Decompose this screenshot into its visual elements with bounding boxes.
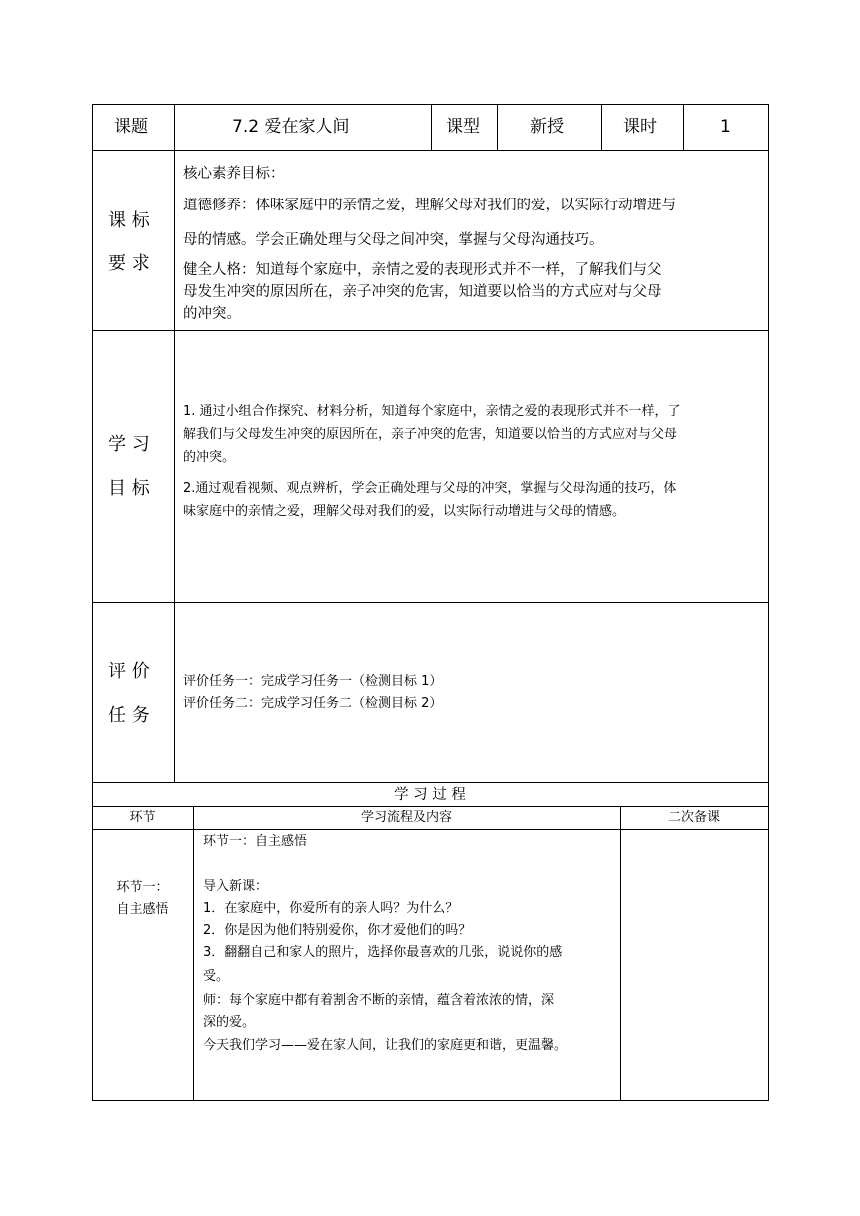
process-content-line: 3．翻翻自己和家人的照片，选择你最喜欢的几张，说说你的感	[203, 945, 563, 960]
objectives-label-line-2: 目 标	[108, 478, 150, 499]
standards-line-3: 母的情感。学会正确处理与父母之间冲突，掌握与父母沟通技巧。	[183, 232, 604, 248]
table-line-header-bottom	[92, 150, 769, 151]
topic-label: 课题	[114, 117, 148, 137]
standards-line-2: 道德修养：体味家庭中的亲情之爱，理解父母对我们的爱，以实际行动增进与	[183, 198, 676, 213]
table-line-header-col-3	[497, 104, 498, 150]
objectives-line-5: 味家庭中的亲情之爱，理解父母对我们的爱，以实际行动增进与父母的情感。	[183, 504, 626, 519]
objectives-line-3: 的冲突。	[183, 450, 236, 465]
type-label: 课型	[446, 117, 480, 137]
standards-label-line-2: 要 求	[108, 253, 150, 274]
period-label: 课时	[623, 117, 657, 137]
standards-line-6: 的冲突。	[183, 306, 241, 322]
process-col-stage-header: 环节	[129, 810, 156, 825]
table-line-assessment-bottom	[92, 782, 769, 783]
process-stage-line-1: 环节一：	[116, 880, 169, 895]
table-border-bottom	[92, 1100, 769, 1101]
objectives-line-4: 2.通过观看视频、观点辨析，学会正确处理与父母的冲突，掌握与父母沟通的技巧，体	[183, 481, 677, 496]
table-line-label-column	[174, 104, 175, 782]
table-line-objectives-bottom	[92, 602, 769, 603]
standards-line-4: 健全人格：知道每个家庭中，亲情之爱的表现形式并不一样，了解我们与父	[183, 262, 662, 278]
process-content-line: 受。	[203, 969, 230, 984]
table-line-process-col-1	[193, 806, 194, 1100]
assessment-label-line-1: 评 价	[108, 661, 150, 682]
type-value: 新授	[530, 117, 564, 137]
process-stage-line-2: 自主感悟	[116, 902, 169, 917]
standards-label-line-1: 课 标	[108, 210, 150, 231]
table-line-process-col-2	[620, 806, 621, 1100]
table-line-header-col-5	[683, 104, 684, 150]
process-content-line: 今天我们学习——爱在家人间，让我们的家庭更和谐，更温馨。	[203, 1038, 568, 1053]
objectives-label-line-1: 学 习	[108, 434, 150, 455]
process-col-content-header: 学习流程及内容	[360, 810, 452, 825]
process-col-notes-header: 二次备课	[667, 810, 720, 825]
process-content-line: 师：每个家庭中都有着割舍不断的亲情，蕴含着浓浓的情，深	[203, 993, 555, 1008]
period-value: 1	[720, 117, 731, 137]
process-content-line: 导入新课：	[203, 879, 269, 894]
objectives-line-2: 解我们与父母发生冲突的原因所在，亲子冲突的危害，知道要以恰当的方式应对与父母	[183, 427, 678, 442]
table-border-right	[768, 104, 769, 1101]
standards-line-5: 母发生冲突的原因所在，亲子冲突的危害，知道要以恰当的方式应对与父母	[183, 284, 662, 300]
table-border-left	[92, 104, 93, 1101]
assessment-line-1: 评价任务一：完成学习任务一（检测目标 1）	[183, 674, 443, 689]
objectives-line-1: 1. 通过小组合作探究、材料分析，知道每个家庭中，亲情之爱的表现形式并不一样，了	[183, 404, 681, 419]
process-content-line: 1．在家庭中，你爱所有的亲人吗？为什么？	[203, 901, 459, 916]
process-title: 学 习 过 程	[394, 787, 466, 803]
process-content-line: 2．你是因为他们特别爱你，你才爱他们的吗？	[203, 923, 472, 938]
table-line-standards-bottom	[92, 330, 769, 331]
process-content-line: 环节一：自主感悟	[203, 834, 308, 849]
standards-line-1: 核心素养目标：	[183, 166, 285, 182]
process-content-line: 深的爱。	[203, 1015, 256, 1030]
table-line-header-col-4	[601, 104, 602, 150]
table-line-header-col-2	[431, 104, 432, 150]
standards-line-2-clip	[183, 198, 767, 218]
assessment-label-line-2: 任 务	[108, 705, 150, 726]
assessment-line-2: 评价任务二：完成学习任务二（检测目标 2）	[183, 696, 443, 711]
topic-value: 7.2 爱在家人间	[232, 117, 350, 137]
